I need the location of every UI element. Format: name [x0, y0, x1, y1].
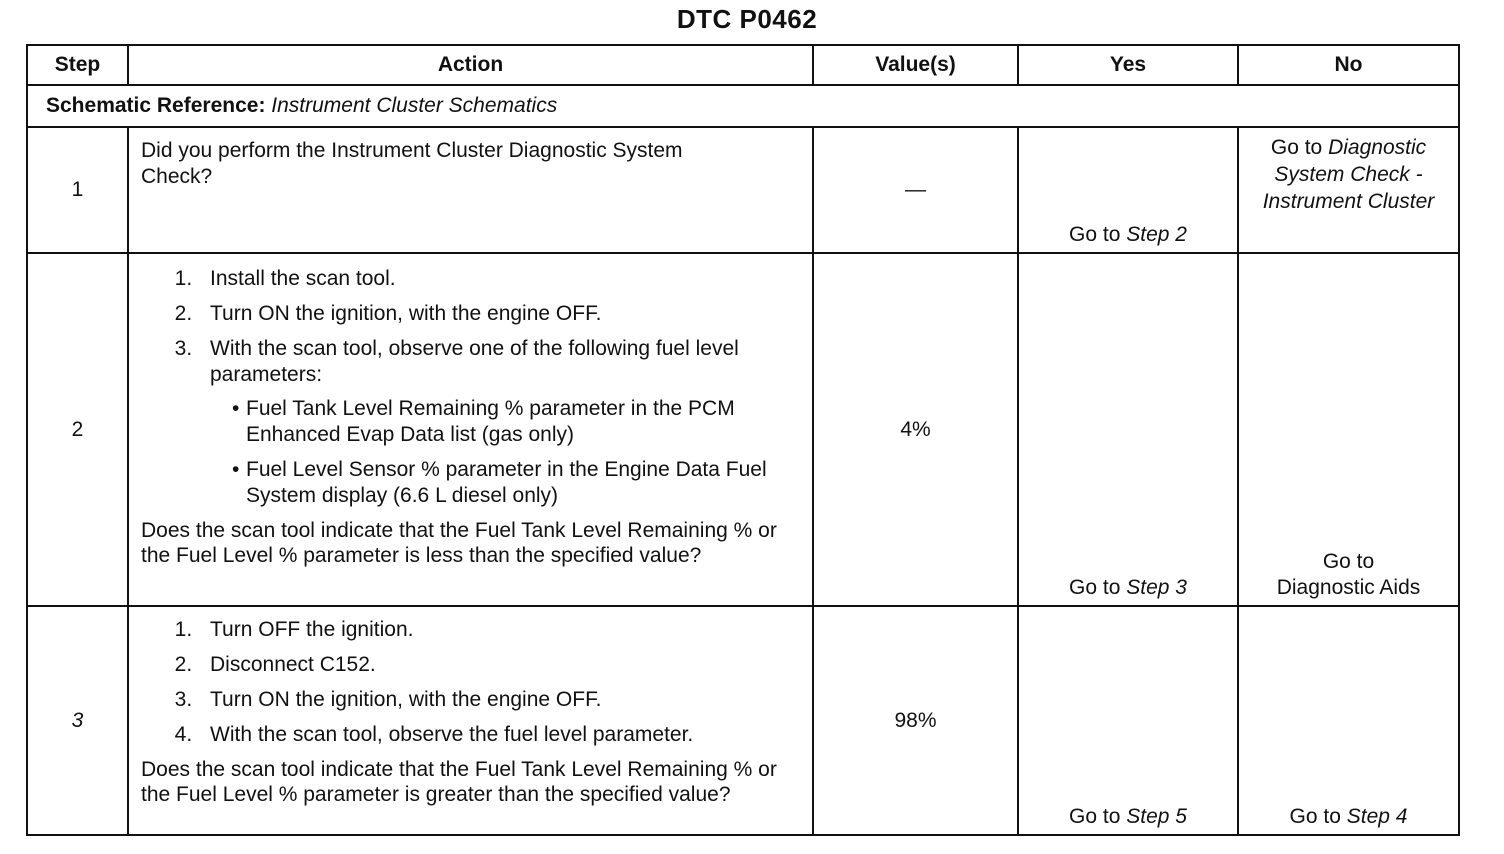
no-step-link[interactable]: Step 4	[1346, 805, 1408, 828]
yes-cell	[1018, 606, 1238, 835]
action-text: Did you perform the Instrument Cluster Diagnostic System Check?	[141, 139, 683, 188]
value-cell: —	[813, 127, 1018, 253]
header-row	[27, 45, 1459, 85]
yes-step-link[interactable]: Step 3	[1126, 576, 1187, 599]
no-prefix: Go to	[1270, 136, 1323, 159]
value-cell: 98%	[813, 606, 1018, 835]
page-title: DTC P0462	[676, 4, 818, 34]
header-values: Value(s)	[813, 45, 1018, 85]
action-question: Does the scan tool indicate that the Fuel Tank Level Remaining % or the Fuel Level % parameter is less than the specified value?	[141, 519, 777, 567]
action-step: 2. Turn ON the ignition, with the engine OFF.	[198, 301, 800, 327]
yes-cell	[1018, 253, 1238, 606]
table-row	[27, 606, 1459, 835]
action-cell	[128, 606, 813, 835]
value-cell: 4%	[813, 253, 1018, 606]
yes-prefix: Go to	[1069, 223, 1121, 246]
no-cell	[1238, 606, 1459, 835]
yes-step-link[interactable]: Step 2	[1126, 223, 1187, 246]
yes-prefix: Go to	[1069, 805, 1121, 828]
diagnostic-table	[26, 44, 1460, 836]
no-prefix: Go to	[1289, 805, 1341, 828]
action-step-text: With the scan tool, observe one of the following fuel level parameters:	[210, 337, 739, 386]
no-step-link[interactable]: Diagnostic System Check - Instrument Cluster	[1262, 136, 1435, 213]
no-cell	[1238, 253, 1459, 606]
yes-cell	[1018, 127, 1238, 253]
action-step: 1. Install the scan tool.	[198, 266, 800, 292]
action-steps	[141, 617, 800, 748]
step-number: 3	[27, 606, 128, 835]
header-action: Action	[128, 45, 813, 85]
schematic-reference-label: Schematic Reference:	[46, 94, 266, 117]
action-step	[198, 336, 800, 509]
diagnostic-aids-link[interactable]: Diagnostic Aids	[1276, 576, 1421, 599]
action-step: 4. With the scan tool, observe the fuel level parameter.	[198, 722, 800, 748]
action-question: Does the scan tool indicate that the Fuel Tank Level Remaining % or the Fuel Level % parameter is greater than the specified value?	[141, 758, 777, 806]
schematic-reference-link[interactable]: Instrument Cluster Schematics	[271, 94, 558, 117]
action-cell	[128, 127, 813, 253]
no-text-line: Go to	[1322, 550, 1375, 573]
action-cell	[128, 253, 813, 606]
schematic-reference-row	[27, 85, 1459, 127]
table-row	[27, 253, 1459, 606]
table-row	[27, 127, 1459, 253]
step-number: 2	[27, 253, 128, 606]
action-step: 3. Turn ON the ignition, with the engine OFF.	[198, 687, 800, 713]
parameter-item: • Fuel Level Sensor % parameter in the Engine Data Fuel System display (6.6 L diesel only)	[232, 457, 800, 509]
header-yes: Yes	[1018, 45, 1238, 85]
action-step: 1. Turn OFF the ignition.	[198, 617, 800, 643]
no-cell	[1238, 127, 1459, 253]
step-number: 1	[27, 127, 128, 253]
parameter-list	[210, 396, 800, 509]
yes-step-link[interactable]: Step 5	[1126, 805, 1187, 828]
parameter-item: • Fuel Tank Level Remaining % parameter in the PCM Enhanced Evap Data list (gas only)	[232, 396, 800, 448]
header-no: No	[1238, 45, 1459, 85]
schematic-reference	[27, 85, 1459, 127]
action-steps	[141, 266, 800, 509]
yes-prefix: Go to	[1069, 576, 1121, 599]
header-step: Step	[27, 45, 128, 85]
action-step: 2. Disconnect C152.	[198, 652, 800, 678]
